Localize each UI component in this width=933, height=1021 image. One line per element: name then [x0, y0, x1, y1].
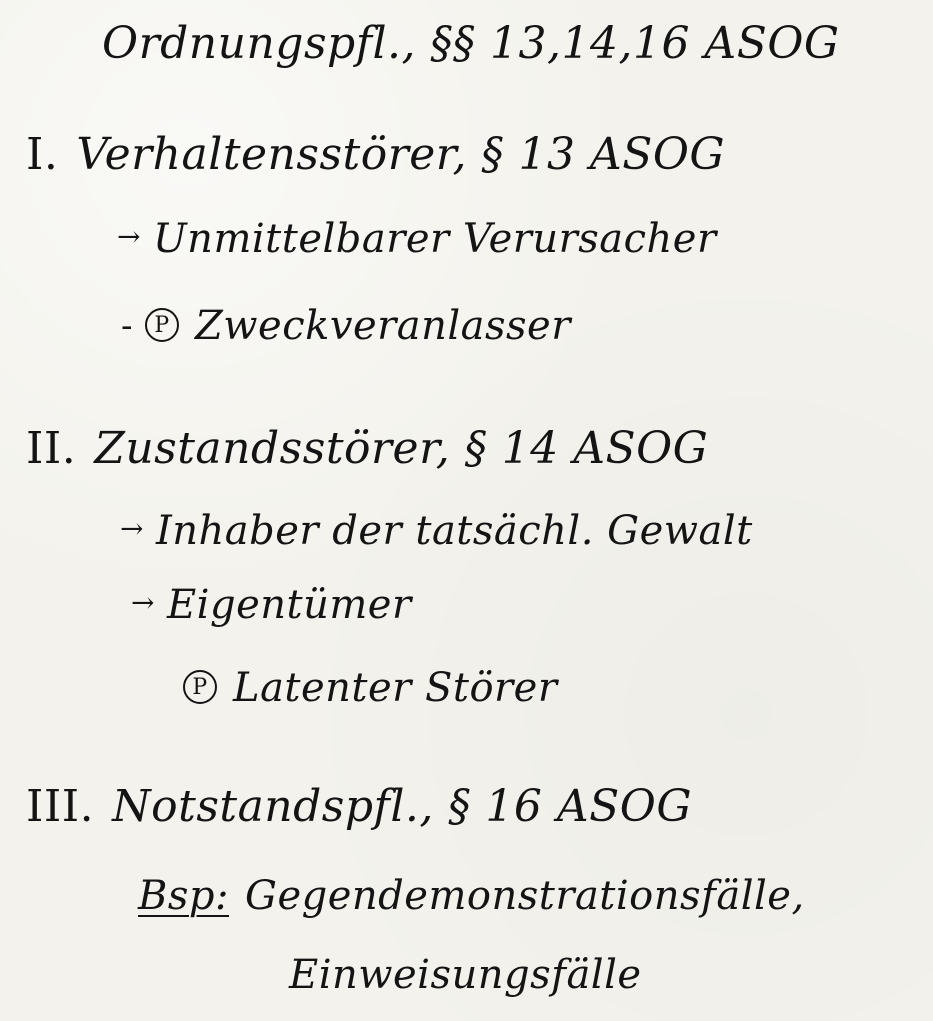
section-marker: II.	[26, 423, 77, 474]
list-item	[117, 216, 717, 262]
list-item-continuation: Einweisungsfälle	[289, 952, 642, 998]
section-heading-text: Zustandsstörer, § 14 ASOG	[94, 423, 709, 474]
arrow-icon: →	[120, 512, 144, 545]
problem-badge: P	[183, 670, 217, 704]
list-item-text: Inhaber der tatsächl. Gewalt	[155, 508, 753, 554]
list-item-text: Latenter Störer	[233, 665, 558, 711]
list-item	[120, 508, 753, 554]
section-heading-iii	[26, 781, 692, 832]
list-item	[183, 665, 558, 711]
list-item	[131, 582, 412, 628]
dash-icon: -	[121, 306, 133, 346]
list-item-text: Gegendemonstrationsfälle,	[245, 873, 805, 919]
problem-badge: P	[145, 308, 179, 342]
arrow-icon: →	[117, 220, 141, 253]
list-item-text: Zweckveranlasser	[195, 303, 571, 349]
section-heading-ii	[26, 423, 709, 474]
arrow-icon: →	[131, 586, 155, 619]
section-heading-text: Notstandspfl., § 16 ASOG	[112, 781, 692, 832]
example-label: Bsp:	[138, 873, 230, 919]
note-title: Ordnungspfl., §§ 13,14,16 ASOG	[102, 18, 840, 69]
section-marker: III.	[26, 781, 95, 832]
list-item-text: Eigentümer	[166, 582, 412, 628]
section-heading-i	[26, 129, 726, 180]
section-heading-text: Verhaltensstörer, § 13 ASOG	[76, 129, 726, 180]
section-marker: I.	[26, 129, 59, 180]
list-item	[138, 873, 805, 919]
list-item-text: Unmittelbarer Verursacher	[152, 216, 717, 262]
list-item	[121, 303, 571, 349]
